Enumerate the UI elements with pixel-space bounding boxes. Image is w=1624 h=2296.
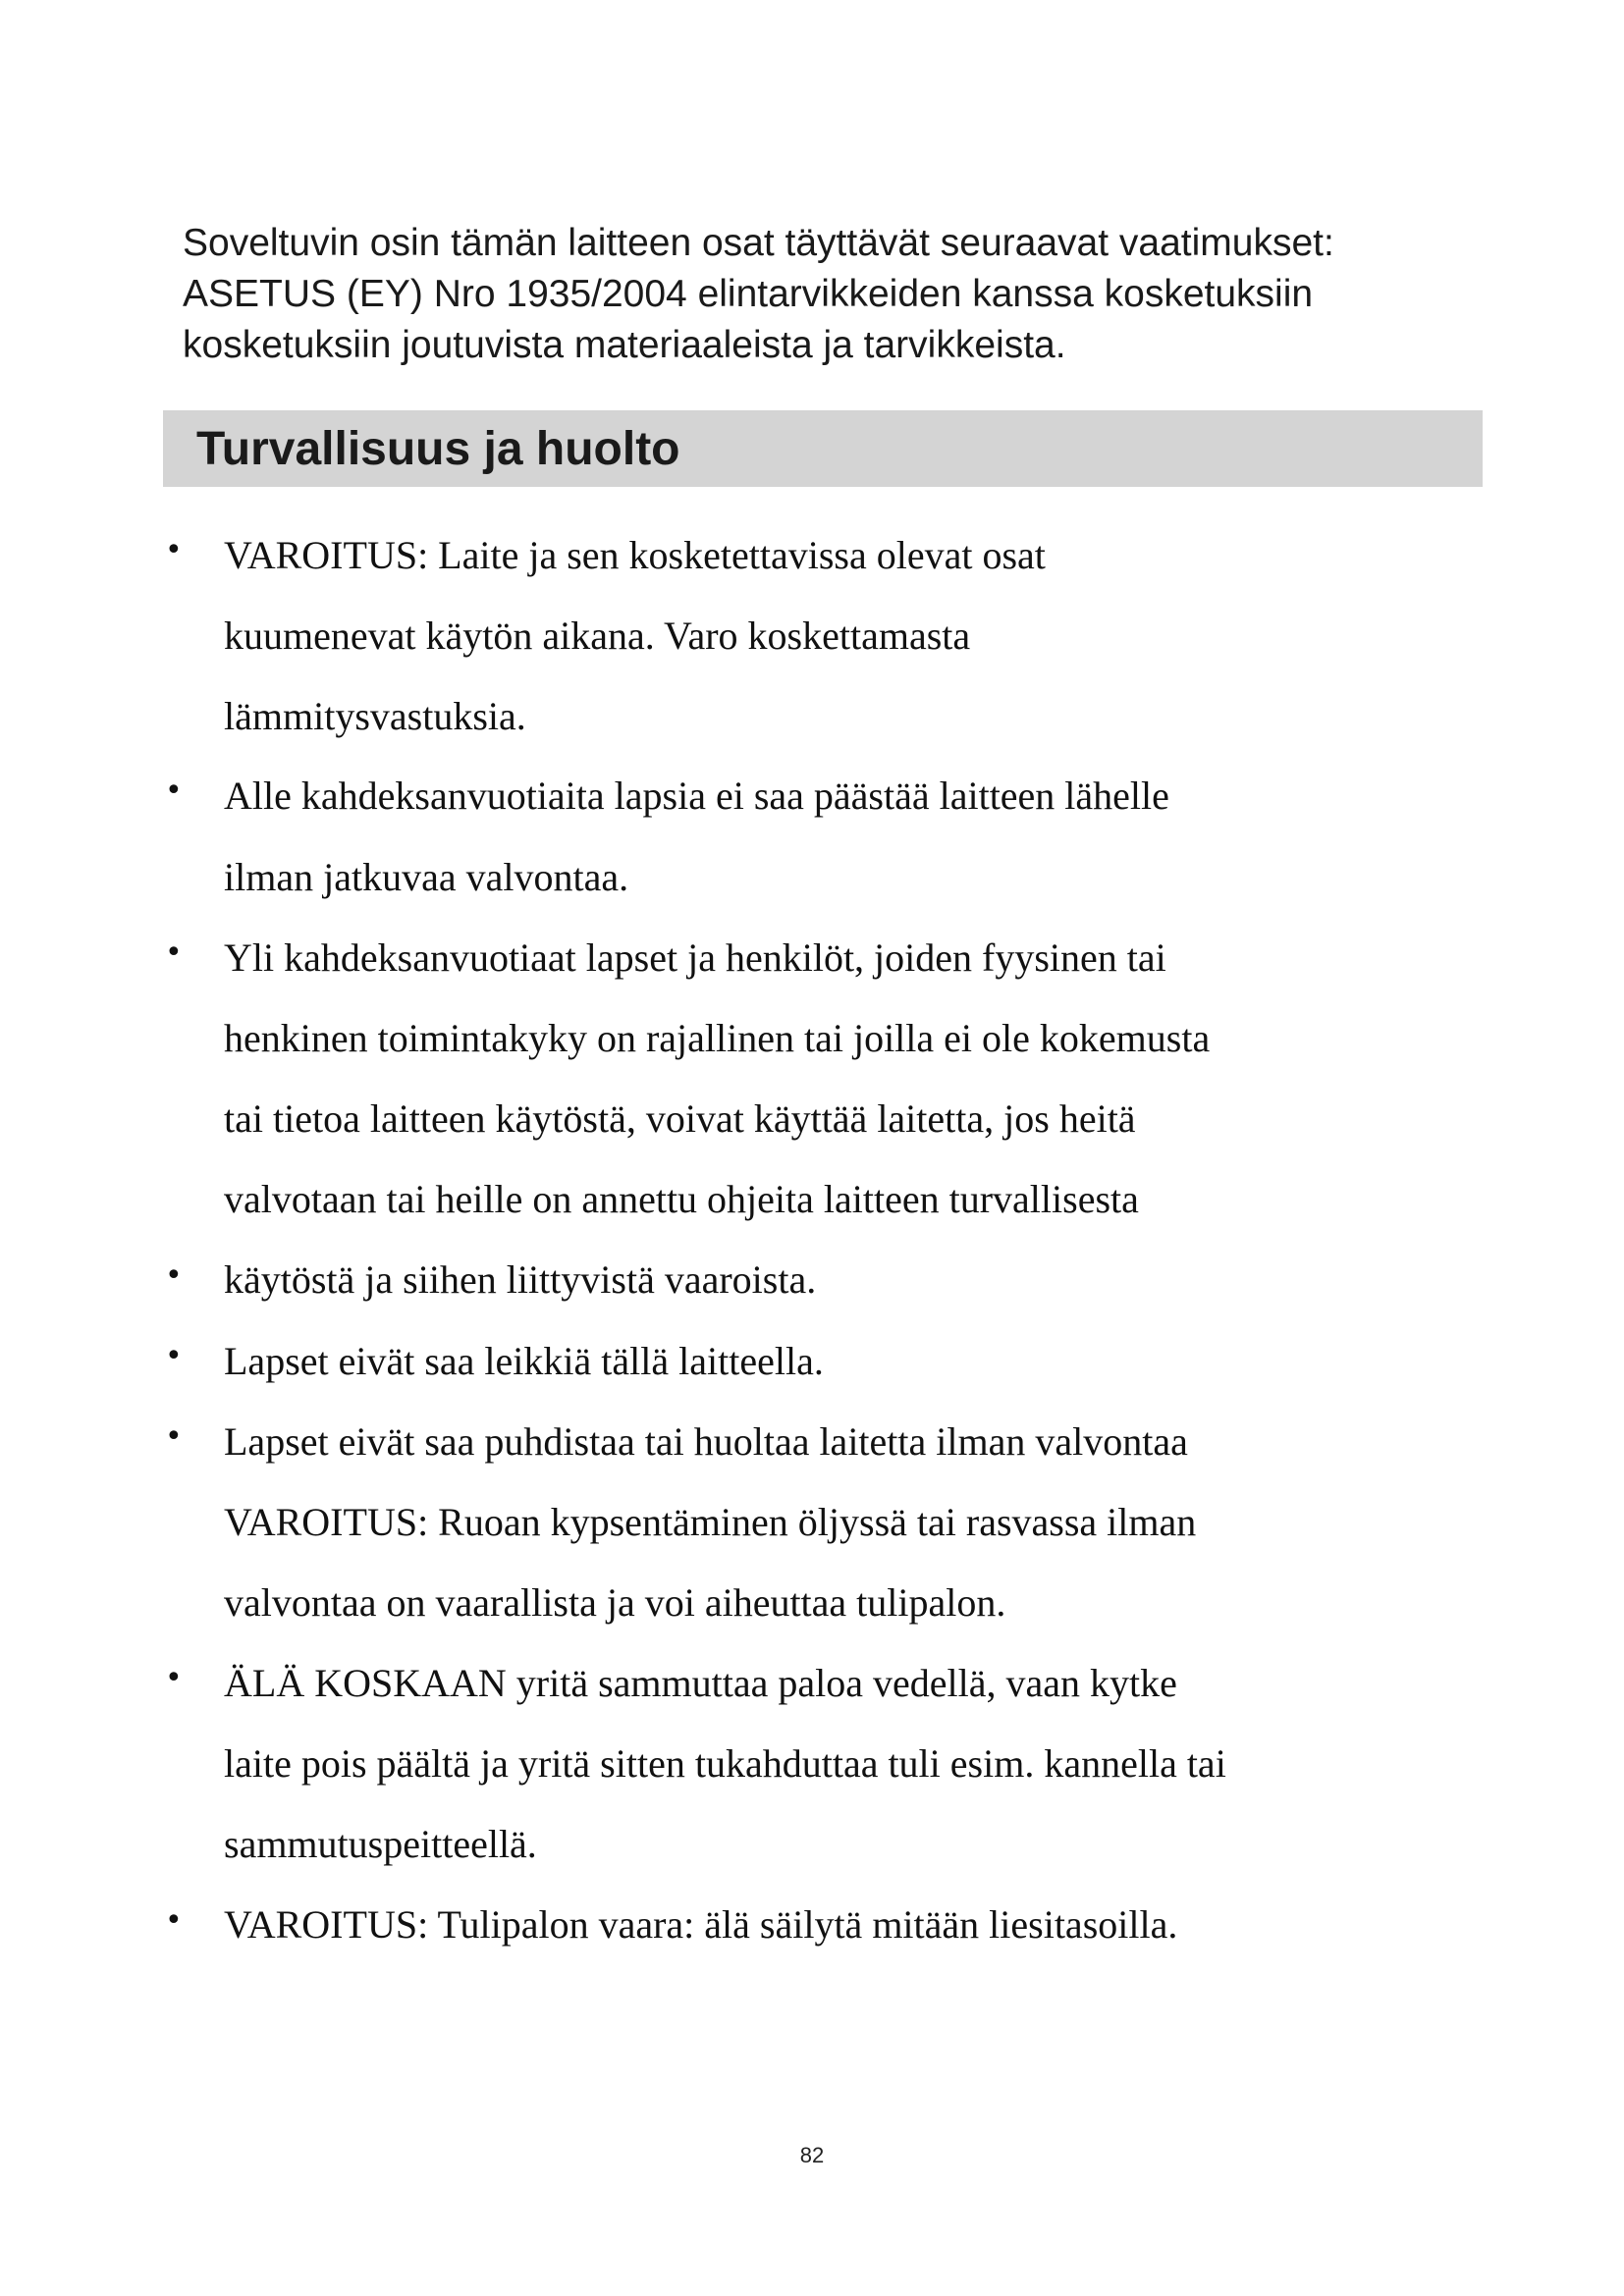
list-item-line: tai tietoa laitteen käytöstä, voivat käyttää laitetta, jos heitä <box>224 1096 1136 1141</box>
list-item-line: käytöstä ja siihen liittyvistä vaaroista. <box>224 1257 817 1302</box>
list-item-line: Lapset eivät saa puhdistaa tai huoltaa laitetta ilman valvontaa <box>224 1419 1188 1464</box>
list-item-line: kuumenevat käytön aikana. Varo koskettamasta <box>224 614 971 658</box>
list-item-line: Alle kahdeksanvuotiaita lapsia ei saa päästää laitteen lähelle <box>224 774 1169 818</box>
bullet: • <box>165 1903 183 1938</box>
intro-line: ASETUS (EY) Nro 1935/2004 elintarvikkeiden kanssa kosketuksiin <box>183 273 1314 315</box>
bullet: • <box>165 935 183 970</box>
bullet: • <box>165 533 183 567</box>
list-item-line: ilman jatkuvaa valvontaa. <box>224 855 629 899</box>
list-item-line: VAROITUS: Ruoan kypsentäminen öljyssä tai rasvassa ilman <box>224 1500 1197 1544</box>
bullet: • <box>165 1661 183 1695</box>
bullet: • <box>165 1258 183 1293</box>
bullet: • <box>165 774 183 808</box>
list-item-line: laite pois päältä ja yritä sitten tukahduttaa tuli esim. kannella tai <box>224 1741 1226 1786</box>
intro-paragraph <box>183 218 1489 371</box>
intro-line: kosketuksiin joutuvista materiaaleista ja tarvikkeista. <box>183 324 1066 366</box>
section-header <box>163 410 1483 487</box>
section-title: Turvallisuus ja huolto <box>196 423 680 475</box>
list-item-line: ÄLÄ KOSKAAN yritä sammuttaa paloa vedellä, vaan kytke <box>224 1661 1177 1705</box>
page-number: 82 <box>799 2143 825 2167</box>
intro-line: Soveltuvin osin tämän laitteen osat täyttävät seuraavat vaatimukset: <box>183 222 1334 264</box>
list-item-line: valvotaan tai heille on annettu ohjeita laitteen turvallisesta <box>224 1177 1139 1221</box>
list-item-line: VAROITUS: Laite ja sen kosketettavissa olevat osat <box>224 533 1046 577</box>
list-item-line: valvontaa on vaarallista ja voi aiheuttaa tulipalon. <box>224 1580 1006 1625</box>
list-item-line: VAROITUS: Tulipalon vaara: älä säilytä mitään liesitasoilla. <box>224 1902 1178 1947</box>
list-item-line: Yli kahdeksanvuotiaat lapset ja henkilöt, joiden fyysinen tai <box>224 935 1166 980</box>
list-item-line: sammutuspeitteellä. <box>224 1822 537 1866</box>
list-item-line: henkinen toimintakyky on rajallinen tai joilla ei ole kokemusta <box>224 1016 1211 1060</box>
bullet: • <box>165 1339 183 1373</box>
bullet: • <box>165 1419 183 1454</box>
list-item-line: lämmitysvastuksia. <box>224 694 526 738</box>
list-item-line: Lapset eivät saa leikkiä tällä laitteella. <box>224 1339 824 1383</box>
